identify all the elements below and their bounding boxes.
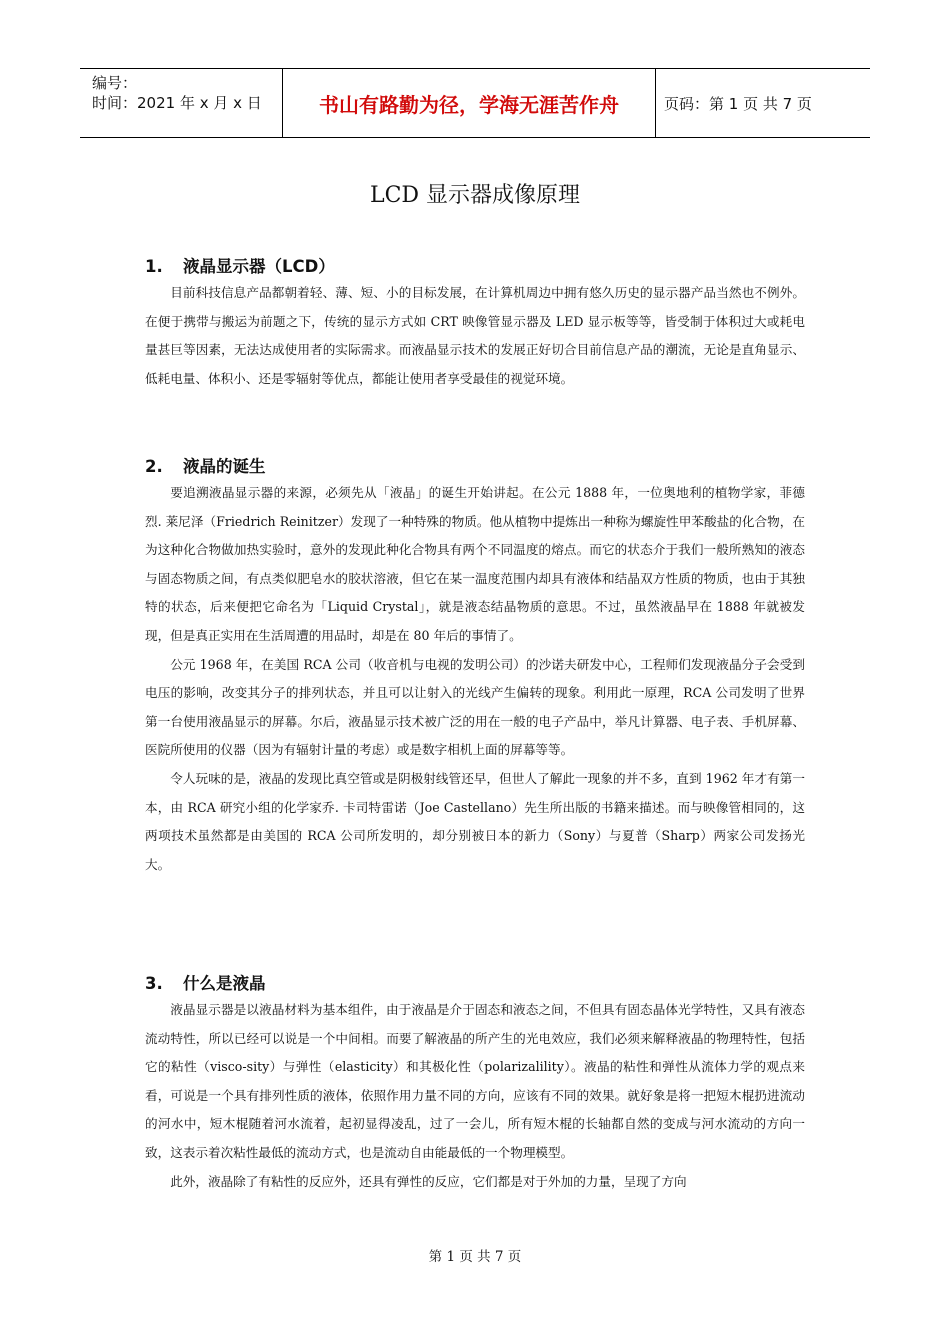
- paragraph: 目前科技信息产品都朝着轻、薄、短、小的目标发展，在计算机周边中拥有悠久历史的显示器产品当然也不例外。在便于携带与搬运为前题之下，传统的显示方式如 CRT 映像管显示器及 LED 显示板等等，皆受制于体积过大或耗电量甚巨等因素，无法达成使用者的实际需求。而液晶显示技术的发展正好切合目前信息产品的潮流，无论是直角显示、低耗电量、体积小、还是零辐射等优点，都能让使用者享受最佳的视觉环境。: [145, 285, 805, 386]
- paragraph: 公元 1968 年，在美国 RCA 公司（收音机与电视的发明公司）的沙诺夫研发中心，工程师们发现液晶分子会受到电压的影响，改变其分子的排列状态，并且可以让射入的光线产生偏转的现象。利用此一原理，RCA 公司发明了世界第一台使用液晶显示的屏幕。尔后，液晶显示技术被广泛的用在一般的电子产品中，举凡计算器、电子表、手机屏幕、医院所使用的仪器（因为有辐射计量的考虑）或是数字相机上面的屏幕等等。: [145, 656, 805, 758]
- section-title: 液晶的诞生: [183, 457, 266, 476]
- section-1: [145, 253, 805, 393]
- section-heading: [145, 253, 805, 277]
- document-header: [80, 68, 870, 138]
- section-number: 3.: [145, 974, 163, 993]
- number-label: 编号：: [92, 74, 138, 92]
- section-number: 2.: [145, 457, 163, 476]
- section-3: [145, 970, 805, 1196]
- header-left-cell: [80, 69, 282, 137]
- paragraph: 此外，液晶除了有粘性的反应外，还具有弹性的反应，它们都是对于外加的力量，呈现了方向: [170, 1173, 687, 1189]
- section-2: [145, 453, 805, 879]
- paragraph: 令人玩味的是，液晶的发现比真空管或是阴极射线管还早，但世人了解此一现象的并不多，直到 1962 年才有第一本，由 RCA 研究小组的化学家乔. 卡司特雷诺（Joe Castellano）先生所出版的书籍来描述。而与映像管相同的，这两项技术虽然都是由美国的 RCA 公司所发明的，却分别被日本的新力（Sony）与夏普（Sharp）两家公司发扬光大。: [145, 770, 805, 872]
- section-heading: [145, 453, 805, 477]
- section-number: 1.: [145, 257, 163, 276]
- page-footer: 第 1 页 共 7 页: [428, 1249, 522, 1265]
- header-page-cell: [656, 69, 870, 137]
- section-heading: [145, 970, 805, 994]
- paragraph: 要追溯液晶显示器的来源，必须先从「液晶」的诞生开始讲起。在公元 1888 年，一位奥地利的植物学家，菲德烈. 莱尼泽（Friedrich Reinitzer）发现了一种特殊的物质。他从植物中提炼出一种称为螺旋性甲苯酸盐的化合物，在为这种化合物做加热实验时，意外的发现此种化合物具有两个不同温度的熔点。而它的状态介于我们一般所熟知的液态与固态物质之间，有点类似肥皂水的胶状溶液，但它在某一温度范围内却具有液体和结晶双方性质的物质，也由于其独特的状态，后来便把它命名为「Liquid Crystal」，就是液态结晶物质的意思。不过，虽然液晶早在 1888 年就被发现，但是真正实用在生活周遭的用品时，却是在 80 年后的事情了。: [145, 485, 805, 643]
- header-page-label: 页码：第 1 页 共 7 页: [664, 94, 812, 113]
- section-title: 什么是液晶: [183, 974, 266, 993]
- document-title: LCD 显示器成像原理: [369, 183, 581, 208]
- header-motto-cell: [282, 69, 656, 137]
- paragraph: 液晶显示器是以液晶材料为基本组件，由于液晶是介于固态和液态之间，不但具有固态晶体光学特性，又具有液态流动特性，所以已经可以说是一个中间相。而要了解液晶的所产生的光电效应，我们必须来解释液晶的物理特性，包括它的粘性（visco-sity）与弹性（elasticity）和其极化性（polarizalility）。液晶的粘性和弹性从流体力学的观点来看，可说是一个具有排列性质的液体，依照作用力量不同的方向，应该有不同的效果。就好象是将一把短木棍扔进流动的河水中，短木棍随着河水流着，起初显得凌乱，过了一会儿，所有短木棍的长轴都自然的变成与河水流动的方向一致，这表示着次粘性最低的流动方式，也是流动自由能最低的一个物理模型。: [145, 1002, 805, 1160]
- section-title: 液晶显示器（LCD）: [183, 257, 335, 276]
- date-label: 时间：2021 年 x 月 x 日: [92, 94, 262, 112]
- header-motto: 书山有路勤为径，学海无涯苦作舟: [319, 92, 619, 117]
